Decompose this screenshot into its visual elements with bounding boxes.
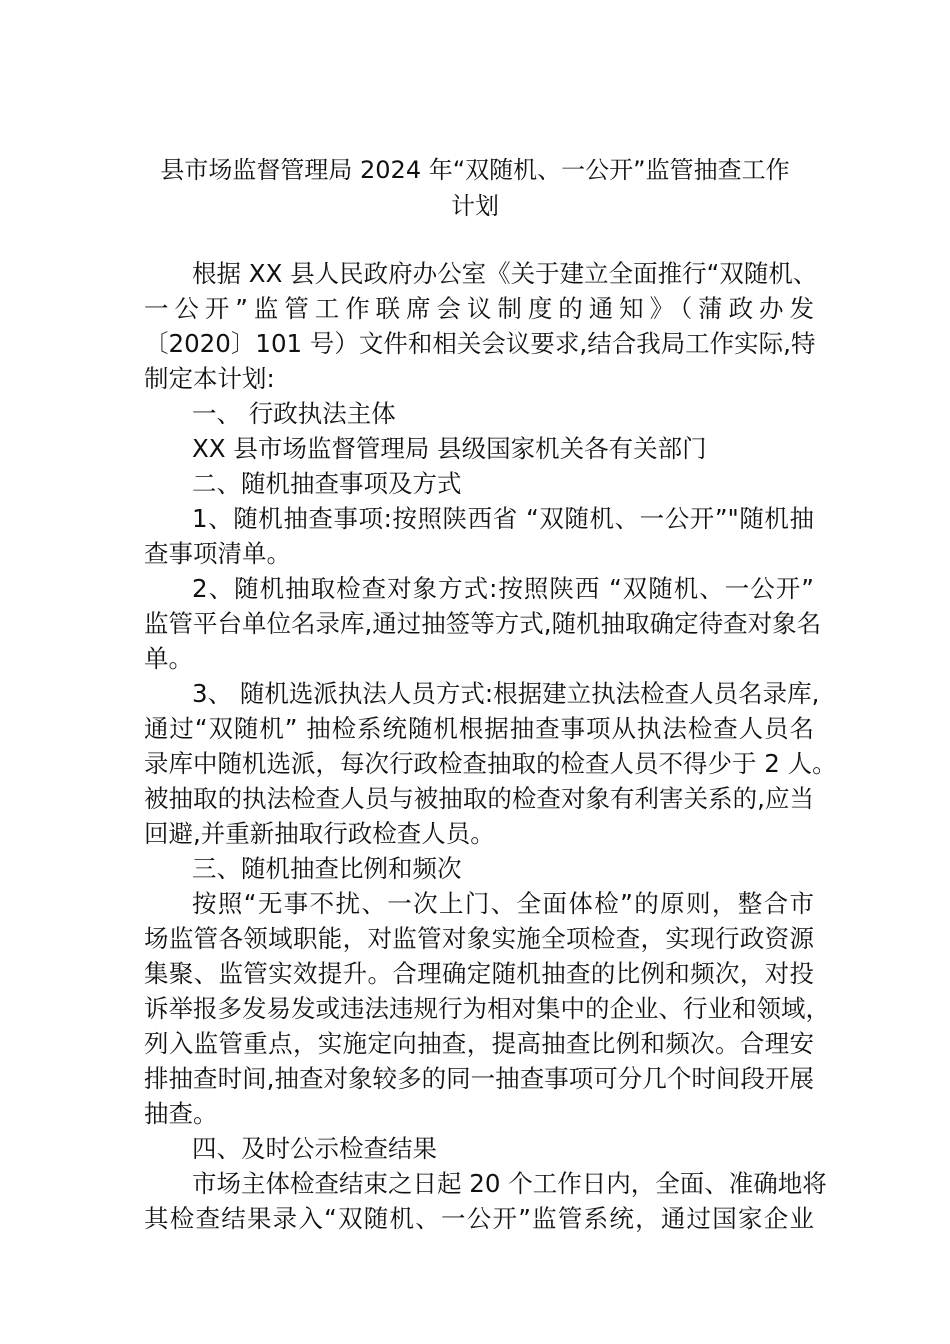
section-heading: 二、随机抽查事项及方式: [192, 469, 462, 498]
paragraph-line: 3、 随机选派执法人员方式:根据建立执法检查人员名录库,: [192, 679, 820, 708]
paragraph-line: 根据 XX 县人民政府办公室《关于建立全面推行“双随机、: [192, 259, 818, 288]
paragraph-line: 诉举报多发易发或违法违规行为相对集中的企业、行业和领域，: [144, 994, 830, 1023]
section-heading: 三、随机抽查比例和频次: [192, 854, 462, 883]
paragraph-line: 录库中随机选派，每次行政检查抽取的检查人员不得少于 2 人。: [144, 749, 837, 778]
paragraph-line: 2、随机抽取检查对象方式:按照陕西 “双随机、一公开”: [192, 574, 814, 603]
paragraph-line: 列入监管重点，实施定向抽查，提高抽查比例和频次。合理安: [144, 1029, 814, 1058]
section-heading: 四、及时公示检查结果: [192, 1134, 437, 1163]
paragraph-line: 被抽取的执法检查人员与被抽取的检查对象有利害关系的,应当: [144, 784, 814, 813]
paragraph-line: 市场主体检查结束之日起 20 个工作日内，全面、准确地将: [192, 1169, 827, 1198]
paragraph-line: 制定本计划:: [144, 364, 275, 393]
paragraph-line: 按照“无事不扰、一次上门、全面体检”的原则，整合市: [192, 889, 814, 918]
paragraph-line: 监管平台单位名录库,通过抽签等方式,随机抽取确定待查对象名: [144, 609, 822, 638]
paragraph-line: 回避,并重新抽取行政检查人员。: [144, 819, 495, 848]
paragraph-line: 其检查结果录入“双随机、一公开”监管系统，通过国家企业: [144, 1204, 814, 1233]
paragraph-line: XX 县市场监督管理局 县级国家机关各有关部门: [192, 434, 707, 463]
paragraph-line: 1、随机抽查事项:按照陕西省 “双随机、一公开”"随机抽: [192, 504, 814, 533]
paragraph-line: 抽查。: [144, 1099, 218, 1128]
paragraph-line: 排抽查时间,抽查对象较多的同一抽查事项可分几个时间段开展: [144, 1064, 814, 1093]
paragraph-line: 查事项清单。: [144, 539, 291, 568]
paragraph-line: 一公开”监管工作联席会议制度的通知》（蒲政办发: [144, 294, 814, 323]
paragraph-line: 场监管各领域职能，对监管对象实施全项检查，实现行政资源: [144, 924, 814, 953]
paragraph-line: 单。: [144, 644, 193, 673]
document-title-line-2: 计划: [451, 192, 499, 220]
paragraph-line: 〔2020〕101 号）文件和相关会议要求,结合我局工作实际,特: [144, 329, 816, 358]
paragraph-line: 通过“双随机” 抽检系统随机根据抽查事项从执法检查人员名: [144, 714, 814, 743]
document-title-line-1: 县市场监督管理局 2024 年“双随机、一公开”监管抽查工作: [160, 156, 790, 184]
section-heading: 一、 行政执法主体: [192, 399, 396, 428]
paragraph-line: 集聚、监管实效提升。合理确定随机抽查的比例和频次，对投: [144, 959, 814, 988]
